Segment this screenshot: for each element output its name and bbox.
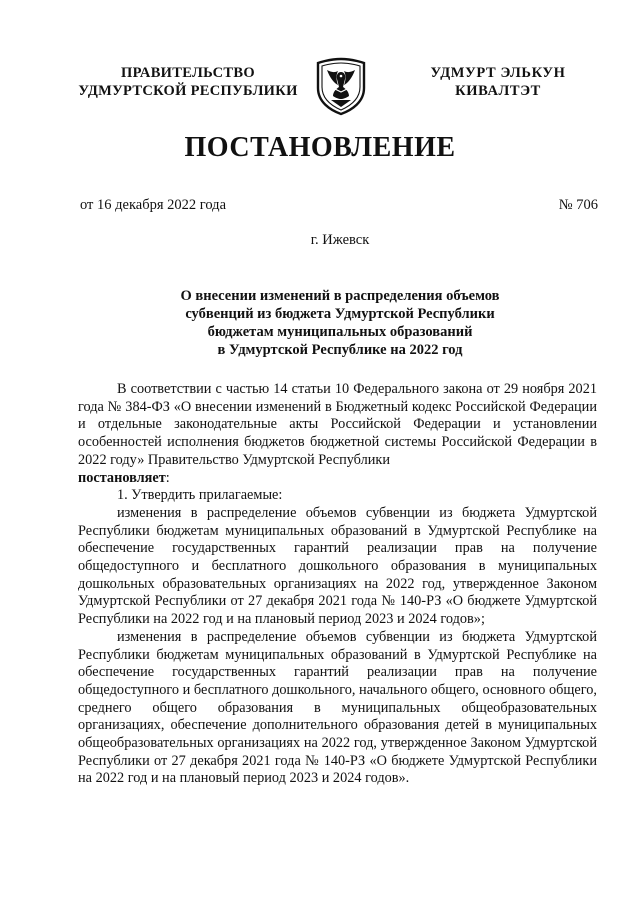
decree-word: постановляет xyxy=(78,469,166,486)
issuer-udmurt-line2: КИВАЛТЭТ xyxy=(455,83,541,99)
issuer-udmurt xyxy=(404,64,592,100)
document-date: от 16 декабря 2022 года xyxy=(80,197,226,213)
item-1-paragraph: 1. Утвердить прилагаемые: xyxy=(117,487,283,504)
heading-line: бюджетам муниципальных образований xyxy=(207,324,473,340)
change-2-paragraph: изменения в распределение объемов субвенции из бюджета Удмуртской Республики бюджетам муниципальных образований в Удмуртской Республике на обеспечение государственных гарантий реализации прав на получение общедоступного и бесплатного дошкольного, начального общего, основного общего, среднего общего образования в муниципальных общеобразовательных организациях, обеспечение дополнительного образования детей в муниципальных общеобразовательных организациях на 2022 год, утвержденное Законом Удмуртской Республики от 27 декабря 2021 года № 140-РЗ «О бюджете Удмуртской Республики на 2022 год и на плановый период 2023 и 2024 годов». xyxy=(78,628,597,787)
document-body xyxy=(78,381,597,788)
document-type-title: ПОСТАНОВЛЕНИЕ xyxy=(184,132,456,163)
issuer-russian xyxy=(72,64,304,100)
issuer-udmurt-line1: УДМУРТ ЭЛЬКУН xyxy=(430,65,566,81)
heading-line: О внесении изменений в распределения объемов xyxy=(180,288,500,304)
intro-paragraph xyxy=(78,381,597,487)
coat-of-arms-icon xyxy=(313,56,369,116)
heading-line: в Удмуртской Республике на 2022 год xyxy=(217,342,463,358)
document-number: № 706 xyxy=(558,197,598,213)
issuer-russian-line2: УДМУРТСКОЙ РЕСПУБЛИКИ xyxy=(78,83,298,99)
decree-colon: : xyxy=(165,469,170,486)
document-place: г. Ижевск xyxy=(310,232,370,248)
heading-line: субвенций из бюджета Удмуртской Республики xyxy=(185,306,495,322)
intro-text: В соответствии с частью 14 статьи 10 Федерального закона от 29 ноября 2021 года № 384-ФЗ «О внесении изменений в Бюджетный кодекс Российской Федерации и отдельные законодательные акты Российской Федерации и установлении особенностей исполнения бюджетов бюджетной системы Российской Федерации в 2022 году» Правительство Удмуртской Республики xyxy=(78,381,597,468)
document-heading xyxy=(120,287,560,359)
change-1-paragraph: изменения в распределение объемов субвенции из бюджета Удмуртской Республики бюджетам муниципальных образований в Удмуртской Республике на обеспечение государственных гарантий реализации прав на получение общедоступного и бесплатного дошкольного образования в муниципальных дошкольных образовательных организациях на 2022 год, утвержденное Законом Удмуртской Республики от 27 декабря 2021 года № 140-РЗ «О бюджете Удмуртской Республики на 2022 год и на плановый период 2023 и 2024 годов»; xyxy=(78,504,597,628)
issuer-russian-line1: ПРАВИТЕЛЬСТВО xyxy=(121,65,255,81)
